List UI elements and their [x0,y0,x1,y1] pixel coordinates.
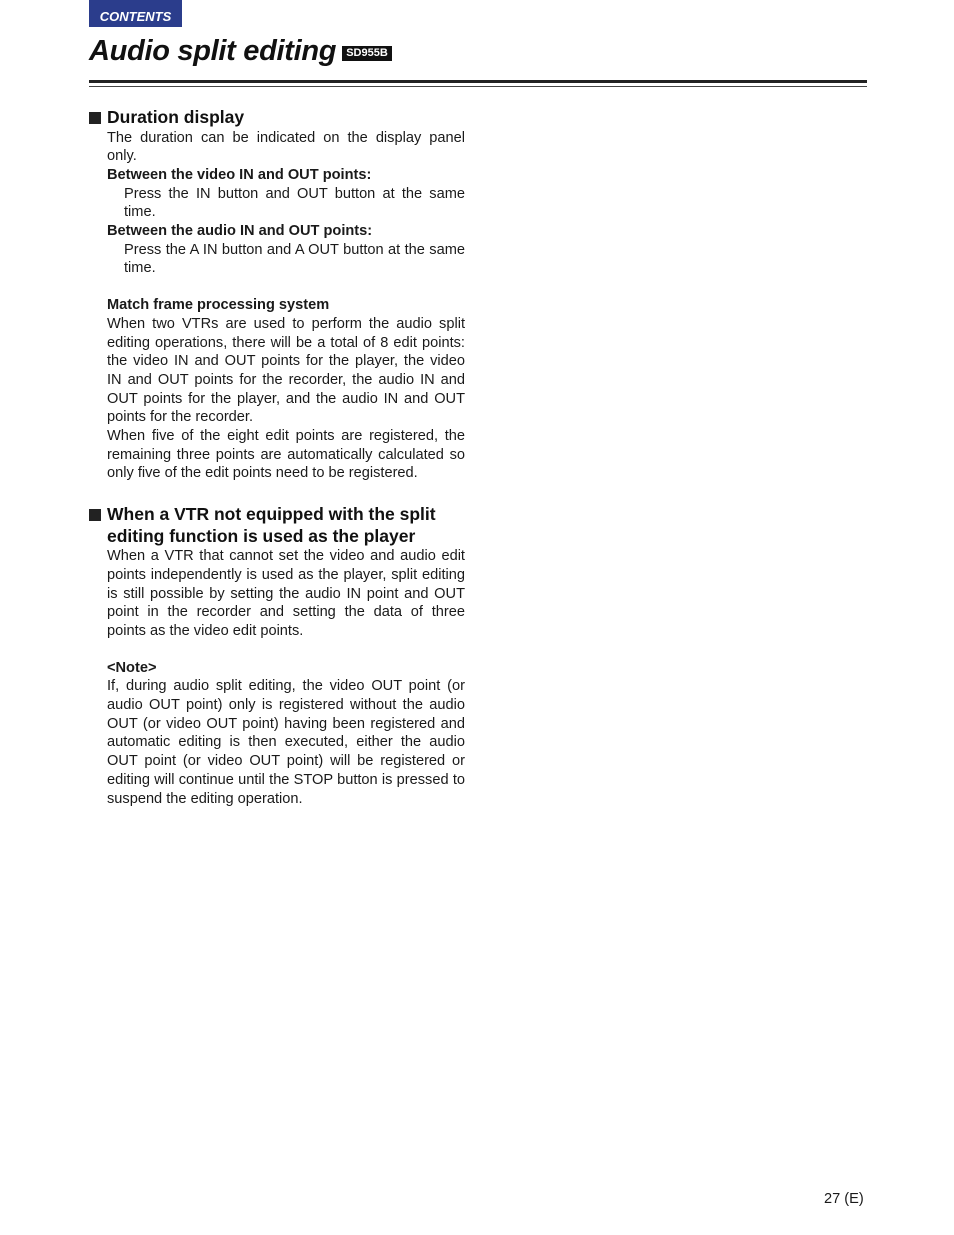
square-bullet-icon [89,509,101,521]
model-badge: SD955B [342,46,392,61]
note-text: If, during audio split editing, the video OUT point (or audio OUT point) only is registered without the audio OUT (or video OUT point) having been registered and automatic editing is then executed, either the audio OUT point (or video OUT point) will be registered or editing will continue until the STOP button is pressed to suspend the editing operation. [107,678,465,807]
duration-intro: The duration can be indicated on the display panel only. [107,129,465,165]
vtr-section-heading [89,504,465,547]
header-divider-thin [89,86,867,87]
match-frame-heading: Match frame processing system [107,297,330,314]
page-number: 27 (E) [824,1191,864,1207]
duration-heading-text: Duration display [107,107,245,127]
header-divider-thick [89,80,867,83]
match-frame-paragraph-2: When five of the eight edit points are registered, the remaining three points are automatically calculated so only five of the edit points need to be registered. [107,428,465,482]
video-points-heading: Between the video IN and OUT points: [107,166,372,183]
title-row [89,32,392,70]
audio-points-heading: Between the audio IN and OUT points: [107,223,373,240]
vtr-section-text: When a VTR that cannot set the video and audio edit points independently is used as the player, split editing is still possible by setting the audio IN point and OUT point in the recorder and setting the data of three points as the video edit points. [107,548,465,639]
square-bullet-icon [89,112,101,124]
match-frame-paragraph-1: When two VTRs are used to perform the audio split editing operations, there will be a total of 8 edit points: the video IN and OUT points for the player, the video IN and OUT points for the recorder, the audio IN and OUT points for the player, and the audio IN and OUT points for the recorder. [107,315,465,426]
video-points-text: Press the IN button and OUT button at the same time. [124,185,465,221]
duration-section-heading [89,107,465,129]
contents-link-button[interactable]: CONTENTS [89,0,182,27]
note-heading: <Note> [107,659,157,676]
vtr-heading-text: When a VTR not equipped with the split editing function is used as the player [107,504,436,546]
main-column [89,107,465,808]
page-title: Audio split editing [89,35,337,67]
audio-points-text: Press the A IN button and A OUT button at the same time. [124,241,465,277]
